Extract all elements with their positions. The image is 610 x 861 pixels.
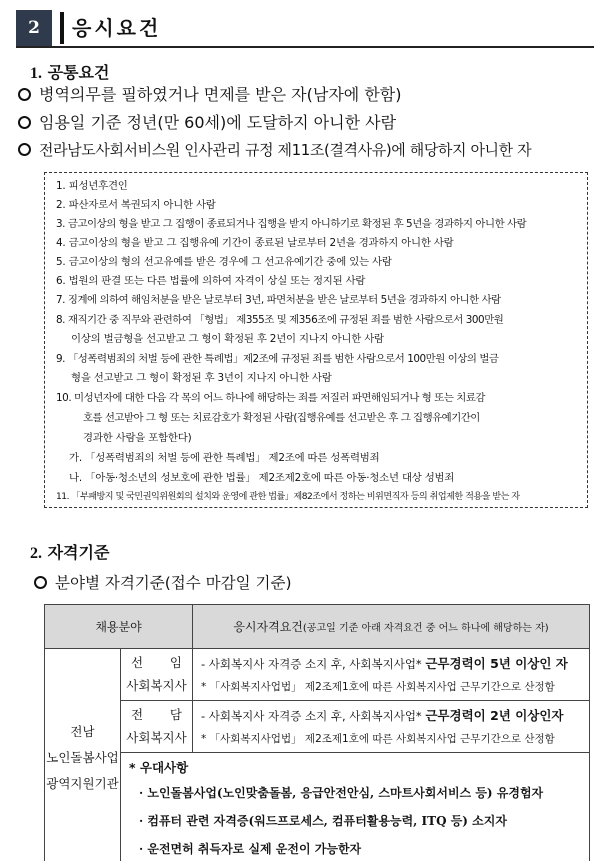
requirement-main [201, 652, 589, 676]
disqualification-item: 4. 금고이상의 형을 받고 그 집행유예 기간이 종료된 날로부터 2년을 경과하지 아니한 사람 [56, 237, 454, 249]
grade-label [121, 652, 192, 674]
header-requirements [193, 605, 590, 649]
grade-char: 선 [131, 654, 144, 670]
qualification-sub-bullet-text: 분야별 자격기준(접수 마감일 기준) [55, 574, 292, 592]
requirement-note: * 「사회복지사업법」 제2조제1호에 따른 사회복지사업 근무기간으로 산정함 [201, 680, 555, 693]
disqualification-item: 1. 피성년후견인 [56, 180, 128, 192]
requirement-emphasis: 근무경력이 2년 이상인자 [425, 707, 564, 723]
requirement-text: - 사회복지사 자격증 소지 후, 사회복지사업* [201, 656, 426, 671]
common-bullet-text: 임용일 기준 정년(만 60세)에 도달하지 아니한 사람 [39, 113, 397, 132]
requirement-emphasis: 근무경력이 5년 이상인 자 [425, 655, 568, 671]
field-cell [45, 649, 121, 861]
disqualification-item: 6. 법원의 판결 또는 다른 법률에 의하여 자격이 상실 또는 정지된 사람 [56, 275, 366, 287]
disqualification-item: 7. 징계에 의하여 해임처분을 받은 날로부터 3년, 파면처분을 받은 날로부터 5년을 경과하지 아니한 사람 [56, 294, 501, 306]
disqualification-item: 8. 재직기간 중 직무와 관련하여 「형법」 제355조 및 제356조에 규정된 죄를 범한 사람으로서 300만원 [56, 314, 504, 326]
disqualification-item-cont: 호를 선고받아 그 형 또는 치료감호가 확정된 사람(집행유예를 선고받은 후 그 집행유예기간이 [83, 412, 480, 424]
requirement-main [201, 704, 589, 728]
disqualification-box [44, 172, 588, 508]
preference-item: · 노인돌봄사업(노인맞춤돌봄, 응급안전안심, 스마트사회서비스 등) 유경험자 [139, 786, 544, 800]
grade-char: 임 [169, 654, 182, 670]
requirement-cell [193, 701, 590, 753]
job-label: 사회복지사 [126, 729, 187, 745]
disqualification-item: 5. 금고이상의 형의 선고유예를 받은 경우에 그 선고유예기간 중에 있는 사람 [56, 256, 392, 268]
field-line: 전남 [70, 724, 95, 739]
disqualification-item: 10. 미성년자에 대한 다음 각 목의 어느 하나에 해당하는 죄를 저질러 파면해임되거나 형 또는 치료감 [56, 392, 486, 404]
header-field: 채용분야 [45, 605, 193, 649]
common-bullet-text: 전라남도사회서비스원 인사관리 규정 제11조(결격사유)에 해당하지 아니한 자 [39, 141, 532, 159]
table-header-row [45, 605, 590, 649]
preference-cell [121, 753, 590, 861]
common-bullet [18, 112, 396, 134]
grade-char: 담 [169, 706, 182, 722]
disqualification-item: 9. 「성폭력범죄의 처벌 등에 관한 특례법」제2조에 규정된 죄를 범한 사람으로서 100만원 이상의 벌금 [56, 353, 499, 365]
qualification-heading-text: 자격기준 [47, 543, 110, 562]
disqualification-item-cont: 형을 선고받고 그 형이 확정된 후 3년이 지나지 아니한 사람 [71, 372, 332, 384]
circle-bullet-icon [18, 116, 31, 129]
requirement-text: - 사회복지사 자격증 소지 후, 사회복지사업* [201, 708, 426, 723]
section-header [16, 10, 594, 48]
section-number-badge: 2 [16, 10, 52, 46]
section-title: 응시요건 [72, 16, 162, 40]
common-bullet [18, 84, 402, 106]
disqualification-item: 3. 금고이상의 형을 받고 그 집행이 종료되거나 집행을 받지 아니하기로 확정된 후 5년을 경과하지 아니한 사람 [56, 218, 527, 230]
job-label: 사회복지사 [126, 677, 187, 693]
circle-bullet-icon [18, 88, 31, 101]
disqualification-subitem: 가. 「성폭력범죄의 처벌 등에 관한 특례법」 제2조에 따른 성폭력범죄 [69, 452, 380, 464]
header-requirements-title: 응시자격요건 [233, 620, 303, 634]
common-bullet-text: 병역의무를 필하였거나 면제를 받은 자(남자에 한함) [39, 85, 402, 104]
preference-item: · 운전면허 취득자로 실제 운전이 가능한자 [139, 842, 362, 856]
grade-cell [121, 649, 193, 701]
header-requirements-note: (공고일 기준 아래 자격요건 중 어느 하나에 해당하는 자) [302, 623, 549, 634]
qualification-heading-number: 2. [30, 545, 42, 562]
table-row [45, 701, 590, 753]
disqualification-item: 11. 「부패방지 및 국민권익위원회의 설치와 운영에 관한 법률」제82조에서 정하는 비위면직자 등의 취업제한 적용을 받는 자 [56, 492, 520, 502]
table-row [45, 649, 590, 701]
field-line: 광역지원기관 [46, 776, 119, 791]
field-line: 노인돌봄사업 [46, 750, 119, 765]
disqualification-item-cont: 경과한 사람을 포함한다) [83, 432, 192, 444]
circle-bullet-icon [34, 576, 47, 589]
qualification-sub-bullet [34, 572, 292, 594]
table-row [45, 753, 590, 861]
common-heading-text: 공통요건 [47, 63, 110, 82]
disqualification-item-cont: 이상의 벌금형을 선고받고 그 형이 확정된 후 2년이 지나지 아니한 사람 [71, 333, 384, 345]
preference-item: · 컴퓨터 관련 자격증(워드프로세스, 컴퓨터활용능력, ITQ 등) 소지자 [139, 814, 507, 828]
common-heading [30, 60, 109, 83]
disqualification-subitem: 나. 「아동·청소년의 성보호에 관한 법률」 제2조제2호에 따른 아동·청소년 대상 성범죄 [69, 472, 455, 484]
circle-bullet-icon [18, 143, 31, 156]
requirement-note: * 「사회복지사업법」 제2조제1호에 따른 사회복지사업 근무기간으로 산정함 [201, 732, 555, 745]
common-heading-number: 1. [30, 65, 42, 82]
common-bullet [18, 139, 531, 161]
grade-cell [121, 701, 193, 753]
grade-label [121, 704, 192, 726]
grade-char: 전 [131, 706, 144, 722]
qualification-table [44, 604, 590, 861]
disqualification-item: 2. 파산자로서 복권되지 아니한 사람 [56, 199, 216, 211]
preference-title: * 우대사항 [129, 760, 189, 775]
section-divider-bar [60, 12, 64, 44]
requirement-cell [193, 649, 590, 701]
qualification-heading [30, 540, 109, 563]
